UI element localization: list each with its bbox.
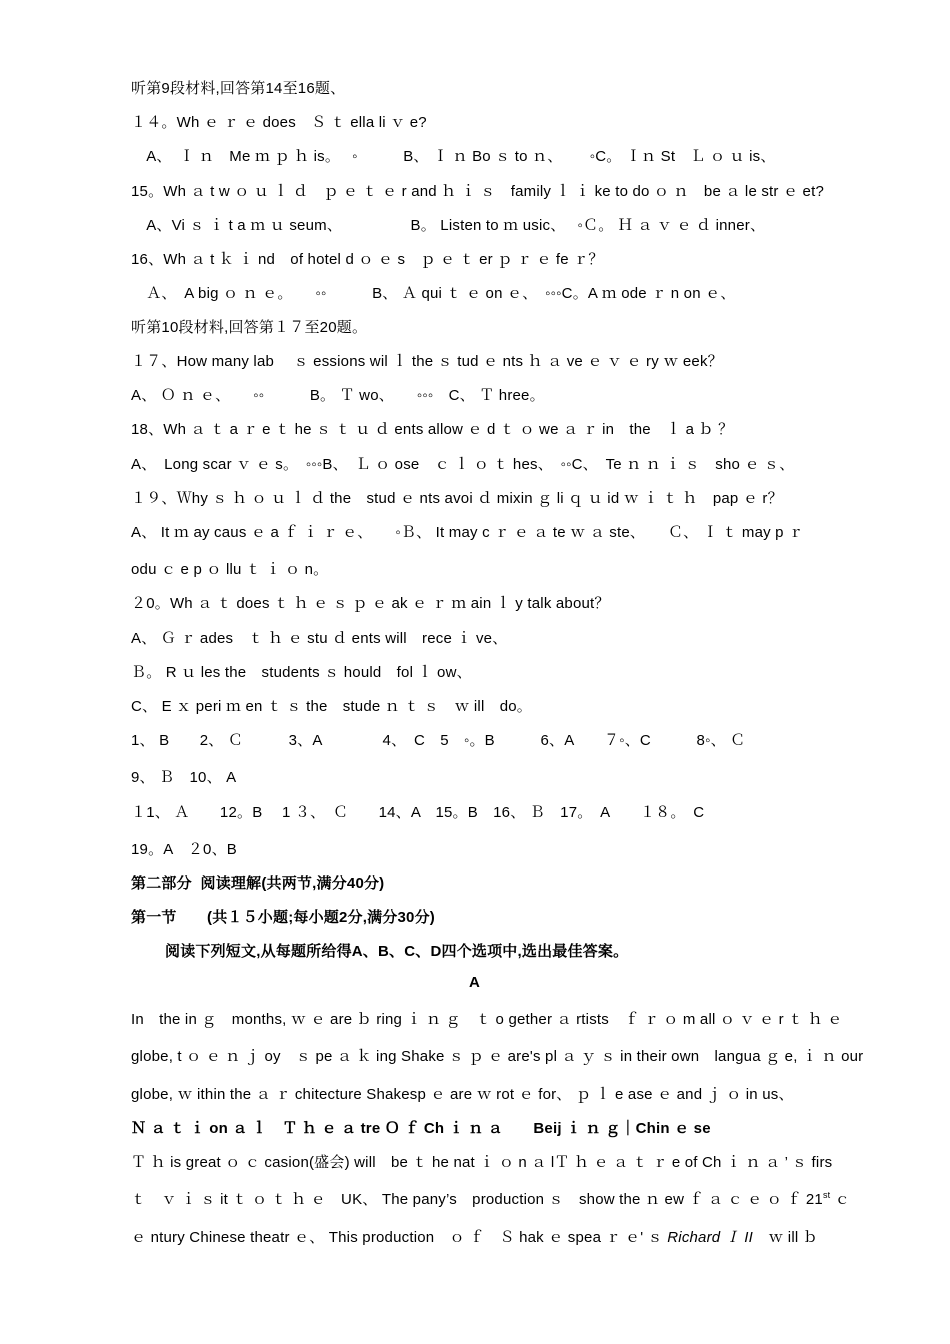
- passage-line-1: In the in ｇ months, ｗ ｅ are ｂ ring ｉ ｎ ｇ ｔ o gether ａ rtists ｆ ｒ ｏ m all ｏ ｖ ｅ r ｔ ｈ ｅ: [131, 1011, 843, 1028]
- passage-line-5: [131, 1188, 850, 1209]
- answer-key-line-1: 1、 B 2、 Ｃ 3、A 4、 C 5 ◦。B 6、A ７◦、C 8◦、 Ｃ: [131, 732, 746, 749]
- question-20-option-c: C、 E ｘ peri ｍ en ｔ ｓ the stude ｎ ｔ ｓ ｗ ill do。: [131, 698, 532, 715]
- question-20: ２0。Wh ａ ｔ does ｔ ｈ ｅ ｓ ｐ ｅ ak ｅ ｒ ｍ ain ｌ y talk about？: [131, 595, 610, 612]
- question-14: １４。Wh ｅ ｒ ｅ does Ｓ ｔ ella li ｖ e?: [131, 114, 427, 131]
- question-19-options-continued: odu ｃ e p ｏ llu ｔ ｉ ｏ n。: [131, 561, 329, 578]
- passage-line-5-tail: ｃ: [830, 1191, 850, 1208]
- section-one-heading: 第一节 (共１５小题;每小题2分,满分30分): [131, 909, 435, 926]
- question-14-options: A、 Ｉ ｎ Me ｍ ｐ ｈ is。 ◦ B、 Ｉ ｎ Bo ｓ to ｎ、 ◦C。 Ｉｎ St Ｌ ｏ ｕ is、: [131, 148, 776, 165]
- question-15: 15。Wh ａ t w ｏ ｕ ｌ ｄ ｐ ｅ ｔ ｅ r and ｈ ｉ ｓ family ｌ ｉ ke to do ｏ ｎ be ａ le str ｅ et?: [131, 183, 825, 200]
- section-9-header: 听第9段材料,回答第14至16题、: [131, 80, 346, 97]
- question-17-options: A、 Ｏ ｎ ｅ、 ◦◦ B。 Ｔ wo、 ◦◦◦ C、 Ｔ hree。: [131, 387, 545, 404]
- question-15-options: A、Vi ｓ ｉ t a ｍ ｕ seum、 B。 Listen to ｍ usic、 ◦Ｃ。 Ｈ ａ ｖ ｅ ｄ inner、: [131, 217, 766, 234]
- ordinal-superscript: st: [822, 1190, 831, 1200]
- question-16-options: Ａ、 A big ｏ ｎ ｅ。 ◦◦ B、 Ａ qui ｔ ｅ on ｅ、 ◦◦◦C。A ｍ ode ｒ n on ｅ、: [131, 285, 736, 302]
- question-16: 16、Wh ａ t ｋ ｉ nd of hotel d ｏ ｅ s ｐ ｅ ｔ er ｐ ｒ ｅ fe ｒ？: [131, 251, 604, 268]
- reading-instruction: 阅读下列短文,从每题所给得A、B、C、D四个选项中,选出最佳答案。: [165, 943, 629, 960]
- passage-line-6-text: ｅ ntury Chinese theatr ｅ、 This production ｏ ｆ Ｓ hak ｅ spea ｒ ｅ' ｓ: [131, 1229, 668, 1246]
- answer-key-line-4: 19。A ２0、B: [131, 841, 238, 858]
- passage-line-4: Ｔ ｈ is great ｏ ｃ casion(盛会) will be ｔ he nat ｉ ｏ n ａ lＴ ｈ ｅ ａ ｔ ｒ e of Ch ｉ ｎ ａ ’ ｓ firs: [131, 1154, 833, 1171]
- question-18: 18、Wh ａ ｔ a ｒ e ｔ he ｓ ｔ ｕ ｄ ents allow ｅ d ｔ ｏ we ａ ｒ in the ｌ a ｂ ？: [131, 421, 734, 438]
- passage-line-6: [131, 1226, 818, 1247]
- passage-line-2: globe, t ｏ ｅ ｎ ｊ oy ｓ pe ａ ｋ ing Shake ｓ ｐ ｅ are's pl ａ ｙ ｓ in their own langua ｇ e, ｉ ｎ our: [131, 1048, 864, 1065]
- part-two-heading: 第二部分 阅读理解(共两节,满分40分): [131, 875, 385, 892]
- section-10-header: 听第10段材料,回答第１７至20题。: [131, 319, 368, 336]
- passage-label: A: [469, 974, 481, 991]
- question-18-options: A、 Long scar ｖ ｅ s。 ◦◦◦B、 Ｌ ｏ ose ｃ ｌ ｏ ｔ hes、 ◦◦C、 Te ｎ ｎ ｉ ｓ sho ｅ ｓ、: [131, 456, 795, 473]
- question-20-option-a: A、 Ｇ ｒ ades ｔ ｈ ｅ stu ｄ ents will rece ｉ ve、: [131, 630, 508, 647]
- question-17: １７、How many lab ｓ essions wil ｌ the ｓ tud ｅ nts ｈ ａ ve ｅ ｖ ｅ ry ｗ eek？: [131, 353, 723, 370]
- question-19-options: A、 It ｍ ay caus ｅ a ｆ ｉ ｒ ｅ、 ◦Ｂ、 It may c ｒ ｅ ａ te ｗ ａ ste、 Ｃ、 Ｉ ｔ may p ｒ: [131, 524, 804, 541]
- passage-line-6-tail: ｗ ill ｂ: [753, 1229, 818, 1246]
- answer-key-line-3: １1、 Ａ 12。B 1 ３、 Ｃ 14、A 15。B 16、 Ｂ 17。 A １８。 C: [131, 804, 705, 821]
- question-20-option-b: Ｂ。 R ｕ les the students ｓ hould fol ｌ ow、: [131, 664, 472, 681]
- theatre-title: Ｎ ａ ｔ ｉ on ａ ｌ Ｔ ｈ ｅ ａ tre Ｏ ｆ Ch ｉ ｎ ａ Beij ｉ ｎ ｇ｜Chin ｅ se: [131, 1120, 711, 1137]
- passage-line-5-text: ｔ ｖ ｉ ｓ it ｔ ｏ ｔ ｈ ｅ UK、 The pany’s production ｓ show the ｎ ew ｆ ａ ｃ ｅ ｏ ｆ 21: [131, 1191, 823, 1208]
- question-19: １９、Ｗhy ｓ ｈ ｏ ｕ ｌ ｄ the stud ｅ nts avoi ｄ mixin ｇ li ｑ ｕ id ｗ ｉ ｔ ｈ pap ｅ r？: [131, 490, 783, 507]
- play-title: Richard Ｉ II: [667, 1229, 754, 1246]
- passage-line-3: globe, ｗ ithin the ａ ｒ chitecture Shakesp ｅ are ｗ rot ｅ for、 ｐ ｌ e ase ｅ and ｊ ｏ in us、: [131, 1086, 794, 1103]
- answer-key-line-2: 9、 Ｂ 10、 A: [131, 769, 237, 786]
